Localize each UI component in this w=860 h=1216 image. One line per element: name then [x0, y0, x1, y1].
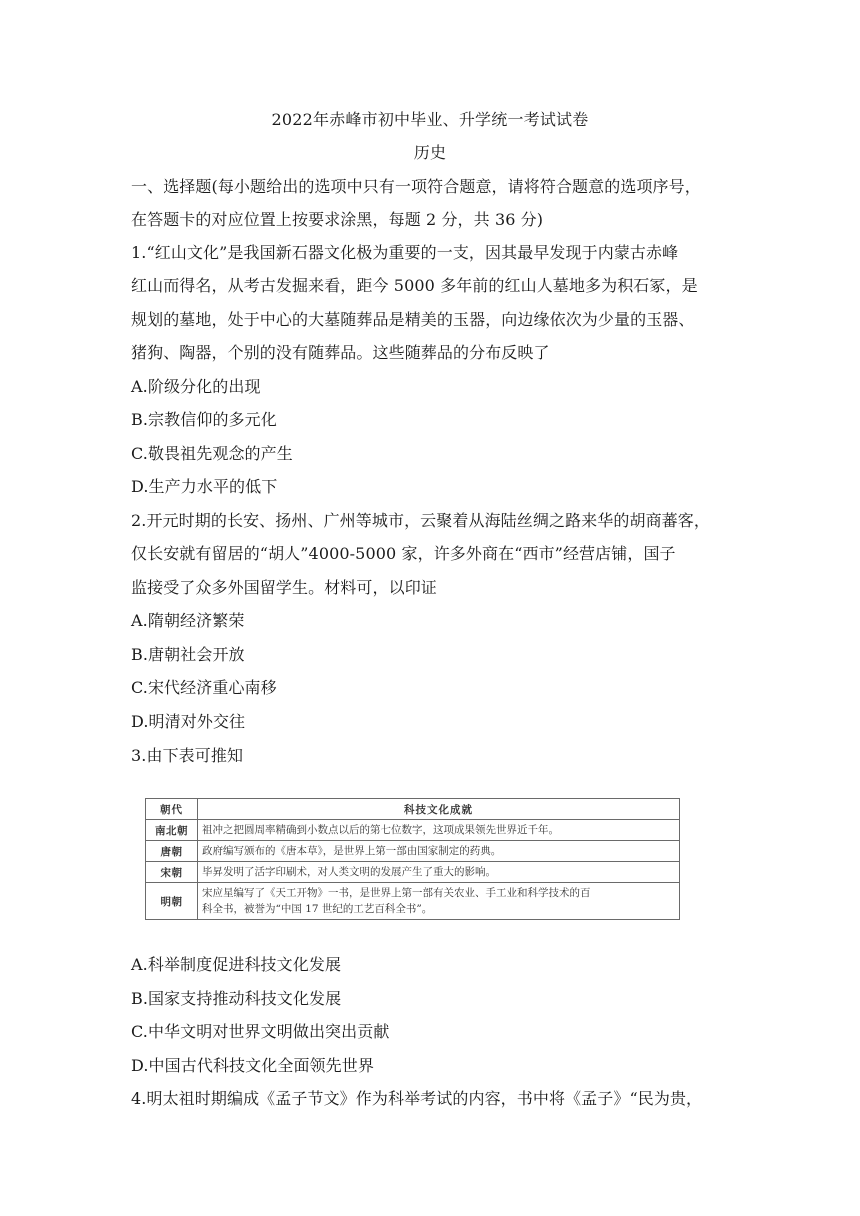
q2-stem-line: 仅长安就有留居的“胡人”4000-5000 家，许多外商在“西市”经营店铺，国子	[131, 544, 676, 563]
q2-option-c: C.宋代经济重心南移	[131, 678, 277, 697]
table-header-row	[146, 799, 680, 820]
section-instruction-line-1: 一、选择题(每小题给出的选项中只有一项符合题意，请将符合题意的选项序号，	[131, 177, 701, 196]
achievement-line: 科全书，被誉为“中国 17 世纪的工艺百科全书”。	[202, 903, 433, 915]
q1-stem-line: 猪狗、陶器，个别的没有随葬品。这些随葬品的分布反映了	[131, 343, 550, 362]
table-cell-achievement	[198, 883, 680, 920]
table-cell-achievement: 政府编写颁布的《唐本草》，是世界上第一部由国家制定的药典。	[198, 841, 680, 862]
q1-option-d: D.生产力水平的低下	[131, 477, 278, 496]
q1-option-b: B.宗教信仰的多元化	[131, 410, 277, 429]
q1-stem-line: 规划的墓地，处于中心的大墓随葬品是精美的玉器，向边缘依次为少量的玉器、	[131, 310, 695, 329]
q3-option-d: D.中国古代科技文化全面领先世界	[131, 1056, 374, 1075]
table-row	[146, 841, 680, 862]
section-instruction-line-2: 在答题卡的对应位置上按要求涂黑，每题 2 分，共 36 分)	[131, 210, 544, 229]
exam-title: 2022年赤峰市初中毕业、升学统一考试试卷	[271, 110, 589, 129]
achievements-table-wrapper	[145, 798, 680, 920]
achievements-table	[145, 798, 680, 920]
q2-option-d: D.明清对外交往	[131, 712, 246, 731]
table-cell-dynasty: 唐朝	[146, 841, 198, 862]
achievement-line: 宋应星编写了《天工开物》一书，是世界上第一部有关农业、手工业和科学技术的百	[202, 887, 591, 899]
table-cell-dynasty: 南北朝	[146, 820, 198, 841]
table-row	[146, 883, 680, 920]
q1-stem-line: 1.“红山文化”是我国新石器文化极为重要的一支，因其最早发现于内蒙古赤峰	[131, 243, 679, 262]
q3-option-a: A.科举制度促进科技文化发展	[131, 955, 342, 974]
table-header-achievement: 科技文化成就	[198, 799, 680, 820]
q2-option-a: A.隋朝经济繁荣	[131, 611, 245, 630]
q1-stem-line: 红山而得名，从考古发掘来看，距今 5000 多年前的红山人墓地多为积石冢，是	[131, 276, 698, 295]
subject-title: 历史	[413, 143, 447, 162]
table-row	[146, 820, 680, 841]
q3-option-b: B.国家支持推动科技文化发展	[131, 989, 342, 1008]
q3-option-c: C.中华文明对世界文明做出突出贡献	[131, 1022, 390, 1041]
table-header-dynasty: 朝代	[146, 799, 198, 820]
table-row	[146, 862, 680, 883]
q1-option-a: A.阶级分化的出现	[131, 377, 261, 396]
table-cell-dynasty: 宋朝	[146, 862, 198, 883]
table-cell-achievement: 祖冲之把圆周率精确到小数点以后的第七位数字，这项成果领先世界近千年。	[198, 820, 680, 841]
q2-option-b: B.唐朝社会开放	[131, 645, 245, 664]
q3-stem: 3.由下表可推知	[131, 746, 244, 765]
q1-option-c: C.敬畏祖先观念的产生	[131, 444, 293, 463]
q2-stem-line: 2.开元时期的长安、扬州、广州等城市，云聚着从海陆丝绸之路来华的胡商蕃客，	[131, 511, 710, 530]
q4-stem-line: 4.明太祖时期编成《孟子节文》作为科举考试的内容，书中将《孟子》“民为贵，	[131, 1089, 703, 1108]
q2-stem-line: 监接受了众多外国留学生。材料可，以印证	[131, 578, 437, 597]
table-cell-achievement: 毕昇发明了活字印刷术，对人类文明的发展产生了重大的影响。	[198, 862, 680, 883]
table-cell-dynasty: 明朝	[146, 883, 198, 920]
